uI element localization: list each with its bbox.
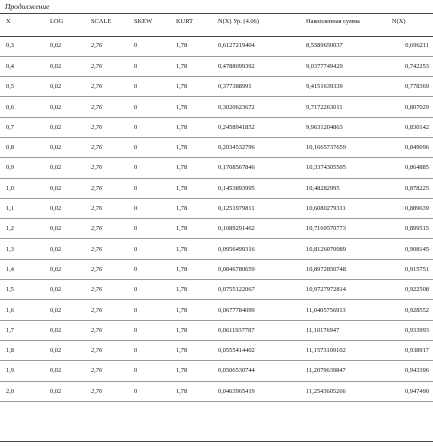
cell-nx-eq: 0,3020623672 <box>212 97 300 117</box>
cell-nx: 0,947490 <box>386 381 433 401</box>
cell-x: 0,4 <box>0 56 44 76</box>
cell-log: 0,02 <box>44 97 85 117</box>
cell-nx-eq: 0,0463965419 <box>212 381 300 401</box>
cell-nx-eq: 0,0846780659 <box>212 259 300 279</box>
cell-x: 1,0 <box>0 178 44 198</box>
cell-scale: 2,76 <box>85 381 128 401</box>
cell-x: 0,6 <box>0 97 44 117</box>
cell-x: 0,8 <box>0 137 44 157</box>
cell-x: 1,5 <box>0 280 44 300</box>
cell-x: 1,1 <box>0 198 44 218</box>
table-row <box>0 259 433 279</box>
table-row <box>0 239 433 259</box>
cell-scale: 2,76 <box>85 178 128 198</box>
cell-nx: 0,778369 <box>386 77 433 97</box>
header-skew: SKEW <box>134 18 153 25</box>
cell-nx: 0,908145 <box>386 239 433 259</box>
cell-log: 0,02 <box>44 77 85 97</box>
cell-log: 0,02 <box>44 219 85 239</box>
cell-kurt: 1,78 <box>170 219 212 239</box>
table-row <box>0 198 433 218</box>
cell-cumulative-sum: 8,5589650037 <box>300 36 386 56</box>
cell-cumulative-sum: 11,2079639847 <box>300 361 386 381</box>
cell-kurt: 1,78 <box>170 77 212 97</box>
cell-scale: 2,76 <box>85 361 128 381</box>
cell-scale: 2,76 <box>85 280 128 300</box>
table-row <box>0 77 433 97</box>
cell-log: 0,02 <box>44 178 85 198</box>
cell-nx-eq: 0,4788099392 <box>212 56 300 76</box>
cell-nx: 0,889639 <box>386 198 433 218</box>
cell-kurt: 1,78 <box>170 158 212 178</box>
cell-log: 0,02 <box>44 300 85 320</box>
cell-log: 0,02 <box>44 117 85 137</box>
cell-x: 1,9 <box>0 361 44 381</box>
cell-log: 0,02 <box>44 137 85 157</box>
cell-scale: 2,76 <box>85 320 128 340</box>
table-row <box>0 117 433 137</box>
cell-cumulative-sum: 10,1665737659 <box>300 137 386 157</box>
table-row <box>0 320 433 340</box>
cell-skew: 0 <box>128 198 170 218</box>
cell-nx-eq: 0,0677784099 <box>212 300 300 320</box>
cell-kurt: 1,78 <box>170 137 212 157</box>
cell-nx-eq: 0,0611937787 <box>212 320 300 340</box>
cell-x: 2,0 <box>0 381 44 401</box>
cell-x: 1,2 <box>0 219 44 239</box>
cell-skew: 0 <box>128 280 170 300</box>
cell-cumulative-sum: 11,0405756913 <box>300 300 386 320</box>
header-cumulative-sum: Накопленная сумма <box>306 18 360 25</box>
cell-nx-eq: 0,1251979811 <box>212 198 300 218</box>
cell-nx: 0,742253 <box>386 56 433 76</box>
cell-cumulative-sum: 9,7172263011 <box>300 97 386 117</box>
cell-x: 1,3 <box>0 239 44 259</box>
cell-log: 0,02 <box>44 361 85 381</box>
cell-kurt: 1,78 <box>170 239 212 259</box>
cell-nx-eq: 0,1453893995 <box>212 178 300 198</box>
cell-x: 1,7 <box>0 320 44 340</box>
cell-nx: 0,899515 <box>386 219 433 239</box>
cell-cumulative-sum: 10,6080279311 <box>300 198 386 218</box>
cell-nx: 0,933993 <box>386 320 433 340</box>
header-log: LOG <box>50 18 64 25</box>
cell-nx: 0,696211 <box>386 36 433 56</box>
cell-nx: 0,878225 <box>386 178 433 198</box>
cell-nx: 0,943396 <box>386 361 433 381</box>
cell-log: 0,02 <box>44 36 85 56</box>
cell-skew: 0 <box>128 36 170 56</box>
cell-skew: 0 <box>128 239 170 259</box>
cell-skew: 0 <box>128 300 170 320</box>
cell-skew: 0 <box>128 97 170 117</box>
cell-scale: 2,76 <box>85 259 128 279</box>
cell-log: 0,02 <box>44 158 85 178</box>
cell-cumulative-sum: 11,10176947 <box>300 320 386 340</box>
table-row <box>0 178 433 198</box>
cell-skew: 0 <box>128 361 170 381</box>
cell-kurt: 1,78 <box>170 259 212 279</box>
table-row <box>0 381 433 401</box>
cell-nx-eq: 0,377388991 <box>212 77 300 97</box>
cell-nx: 0,807029 <box>386 97 433 117</box>
table-row <box>0 361 433 381</box>
cell-nx: 0,938917 <box>386 340 433 360</box>
cell-nx-eq: 0,0956499316 <box>212 239 300 259</box>
cell-kurt: 1,78 <box>170 97 212 117</box>
cell-skew: 0 <box>128 320 170 340</box>
cell-skew: 0 <box>128 56 170 76</box>
cell-log: 0,02 <box>44 320 85 340</box>
cell-skew: 0 <box>128 219 170 239</box>
cell-cumulative-sum: 10,3374305505 <box>300 158 386 178</box>
cell-scale: 2,76 <box>85 117 128 137</box>
cell-nx: 0,849096 <box>386 137 433 157</box>
cell-scale: 2,76 <box>85 97 128 117</box>
table-row <box>0 340 433 360</box>
cell-log: 0,02 <box>44 56 85 76</box>
cell-cumulative-sum: 10,8126070089 <box>300 239 386 259</box>
cell-kurt: 1,78 <box>170 36 212 56</box>
cell-scale: 2,76 <box>85 36 128 56</box>
cell-x: 1,6 <box>0 300 44 320</box>
cell-scale: 2,76 <box>85 77 128 97</box>
cell-cumulative-sum: 11,1573109102 <box>300 340 386 360</box>
header-x: X <box>6 18 11 25</box>
cell-kurt: 1,78 <box>170 280 212 300</box>
table-row <box>0 300 433 320</box>
cell-kurt: 1,78 <box>170 117 212 137</box>
cell-nx: 0,864885 <box>386 158 433 178</box>
cell-x: 0,3 <box>0 36 44 56</box>
cell-scale: 2,76 <box>85 198 128 218</box>
cell-nx-eq: 0,0506530744 <box>212 361 300 381</box>
cell-nx-eq: 0,1708567846 <box>212 158 300 178</box>
header-nx: N(X) <box>392 18 406 25</box>
table-row <box>0 137 433 157</box>
table-row <box>0 280 433 300</box>
cell-nx-eq: 0,0555414402 <box>212 340 300 360</box>
cell-log: 0,02 <box>44 239 85 259</box>
cell-skew: 0 <box>128 259 170 279</box>
cell-scale: 2,76 <box>85 300 128 320</box>
cell-log: 0,02 <box>44 280 85 300</box>
cell-nx-eq: 0,0755122067 <box>212 280 300 300</box>
cell-nx: 0,922508 <box>386 280 433 300</box>
table-row <box>0 158 433 178</box>
header-nx-eq: N(X) Ур. (4.06) <box>218 18 259 25</box>
cell-skew: 0 <box>128 381 170 401</box>
cell-kurt: 1,78 <box>170 381 212 401</box>
cell-log: 0,02 <box>44 340 85 360</box>
cell-kurt: 1,78 <box>170 178 212 198</box>
cell-nx-eq: 0,2034532796 <box>212 137 300 157</box>
cell-nx-eq: 0,2458941852 <box>212 117 300 137</box>
cell-skew: 0 <box>128 77 170 97</box>
table-row <box>0 36 433 56</box>
cell-skew: 0 <box>128 158 170 178</box>
cell-kurt: 1,78 <box>170 340 212 360</box>
cell-nx: 0,928552 <box>386 300 433 320</box>
cell-kurt: 1,78 <box>170 198 212 218</box>
cell-skew: 0 <box>128 340 170 360</box>
cell-x: 0,9 <box>0 158 44 178</box>
cell-kurt: 1,78 <box>170 361 212 381</box>
cell-scale: 2,76 <box>85 239 128 259</box>
cell-kurt: 1,78 <box>170 320 212 340</box>
cell-scale: 2,76 <box>85 137 128 157</box>
cell-skew: 0 <box>128 137 170 157</box>
table-row <box>0 97 433 117</box>
cell-scale: 2,76 <box>85 219 128 239</box>
cell-nx-eq: 0,1089291462 <box>212 219 300 239</box>
cell-kurt: 1,78 <box>170 300 212 320</box>
table-row <box>0 56 433 76</box>
table-bottom-rule <box>0 441 433 442</box>
table-body <box>0 36 433 401</box>
cell-cumulative-sum: 10,7169570773 <box>300 219 386 239</box>
cell-scale: 2,76 <box>85 158 128 178</box>
cell-nx-eq: 0,6127219404 <box>212 36 300 56</box>
cell-log: 0,02 <box>44 198 85 218</box>
cell-x: 1,8 <box>0 340 44 360</box>
header-kurt: KURT <box>176 18 194 25</box>
cell-cumulative-sum: 9,4151639339 <box>300 77 386 97</box>
cell-scale: 2,76 <box>85 56 128 76</box>
cell-nx: 0,915751 <box>386 259 433 279</box>
cell-x: 0,5 <box>0 77 44 97</box>
cell-nx: 0,830142 <box>386 117 433 137</box>
table-row <box>0 219 433 239</box>
cell-cumulative-sum: 10,48282995 <box>300 178 386 198</box>
cell-log: 0,02 <box>44 381 85 401</box>
cell-log: 0,02 <box>44 259 85 279</box>
cell-kurt: 1,78 <box>170 56 212 76</box>
header-scale: SCALE <box>91 18 112 25</box>
cell-cumulative-sum: 9,9631204863 <box>300 117 386 137</box>
cell-scale: 2,76 <box>85 340 128 360</box>
cell-x: 1,4 <box>0 259 44 279</box>
continuation-caption: Продолжение <box>5 2 50 11</box>
cell-x: 0,7 <box>0 117 44 137</box>
cell-skew: 0 <box>128 178 170 198</box>
data-table <box>0 14 433 402</box>
cell-cumulative-sum: 10,8972850748 <box>300 259 386 279</box>
cell-cumulative-sum: 9,0377749429 <box>300 56 386 76</box>
header-row <box>0 14 433 36</box>
cell-skew: 0 <box>128 117 170 137</box>
cell-cumulative-sum: 11,2543605266 <box>300 381 386 401</box>
cell-cumulative-sum: 10,9727972814 <box>300 280 386 300</box>
